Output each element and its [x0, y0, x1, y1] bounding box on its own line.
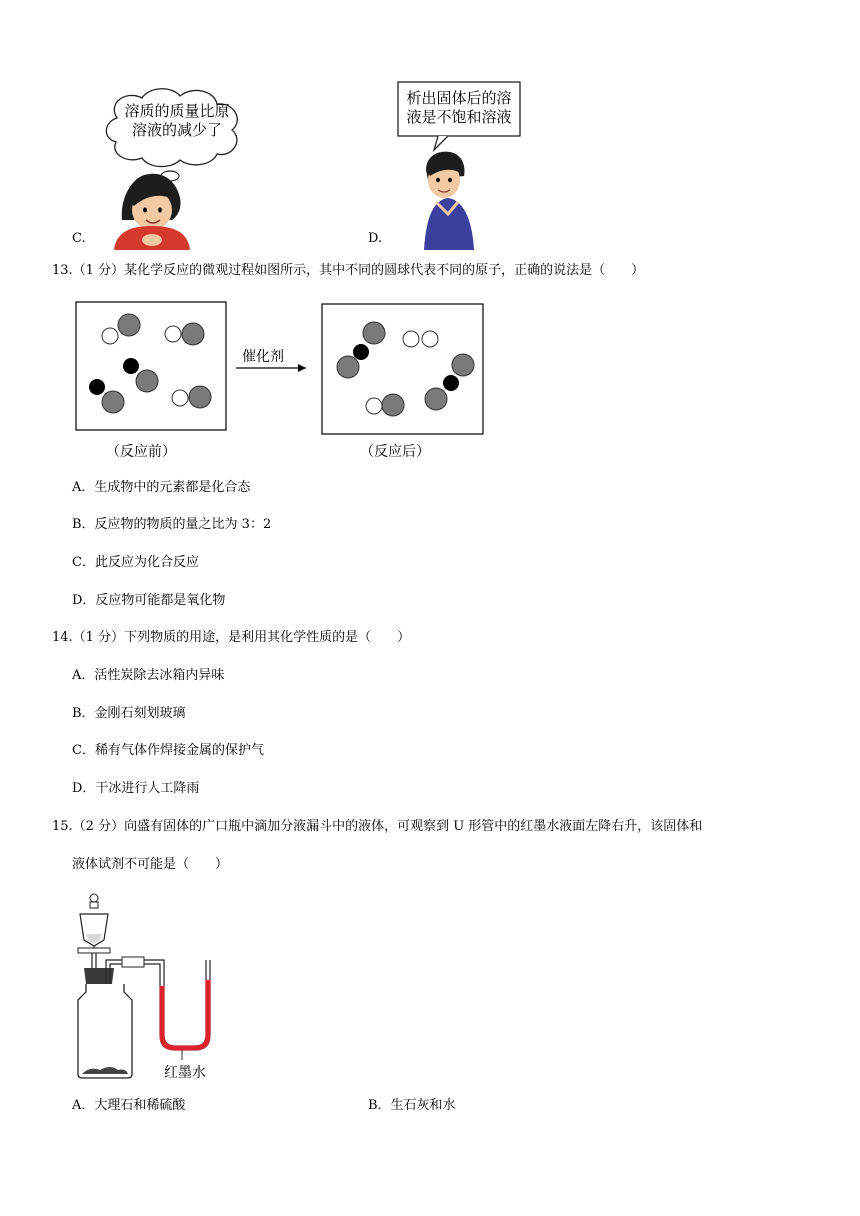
gray-atom [182, 323, 204, 345]
light-atom [165, 326, 181, 342]
q15-option-a: A．大理石和稀硫酸 [72, 1098, 186, 1113]
speech-line-1: 溶质的质量比原 [124, 102, 230, 120]
q14-stem: 14.（1 分）下列物质的用途，是利用其化学性质的是（ ） [52, 630, 411, 645]
light-atom [403, 331, 419, 347]
speech-line-2: 溶液的减少了 [131, 121, 222, 139]
q15-stem-line-1: 15.（2 分）向盛有固体的广口瓶中滴加分液漏斗中的液体，可观察到 U 形管中的红墨水液面左降右升，该固体和 [52, 819, 703, 834]
q13-stem: 13.（1 分）某化学反应的微观过程如图所示，其中不同的圆球代表不同的原子，正确的说法是（ ） [52, 263, 645, 278]
q13-option-b: B．反应物的物质的量之比为 3：2 [72, 517, 272, 532]
light-atom [366, 398, 382, 414]
speech-line-2: 液是不饱和溶液 [406, 108, 512, 126]
u-tube-inner [164, 960, 206, 1046]
q15-stem-line-2: 液体试剂不可能是（ ） [72, 857, 229, 872]
gray-atom [102, 391, 124, 413]
reaction-diagram-svg [70, 296, 490, 464]
gray-atom [118, 314, 140, 336]
light-atom [172, 390, 188, 406]
gray-atom [189, 386, 211, 408]
q15-apparatus [70, 890, 230, 1086]
q12-option-d [368, 80, 538, 250]
dark-atom [443, 375, 459, 391]
light-atom [422, 331, 438, 347]
apparatus-svg [70, 890, 230, 1086]
stopcock [78, 948, 110, 953]
before-caption: （反应前） [106, 444, 176, 460]
gray-atom [382, 394, 404, 416]
u-tube-outer [160, 960, 210, 1050]
q13-option-a: A．生成物中的元素都是化合态 [72, 480, 251, 495]
gray-atom [363, 322, 385, 344]
light-atom [102, 328, 118, 344]
q13-option-c: C．此反应为化合反应 [72, 555, 199, 570]
dark-atom [89, 379, 105, 395]
q14-option-b: B．金刚石刻划玻璃 [72, 706, 186, 721]
before-box [76, 302, 226, 430]
gray-atom [337, 356, 359, 378]
dark-atom [353, 344, 369, 360]
q13-reaction-diagram [70, 296, 490, 464]
q12-option-c-label: C. [72, 231, 86, 246]
red-ink-label: 红墨水 [164, 1065, 206, 1081]
gray-atom [452, 354, 474, 376]
q12-option-c [72, 80, 262, 250]
q13-option-d: D．反应物可能都是氧化物 [72, 593, 226, 608]
speech-line-1: 析出固体后的溶 [406, 89, 512, 107]
after-caption: （反应后） [360, 444, 430, 460]
gray-atom [136, 370, 158, 392]
dark-atom [123, 358, 139, 374]
man-figure [424, 152, 474, 250]
catalyst-label: 催化剂 [242, 349, 284, 365]
red-ink [162, 980, 208, 1048]
boy-figure [114, 174, 190, 250]
q14-option-c: C．稀有气体作焊接金属的保护气 [72, 743, 264, 758]
q15-option-b: B．生石灰和水 [368, 1098, 456, 1113]
q14-option-a: A．活性炭除去冰箱内异味 [72, 668, 225, 683]
gray-atom [425, 388, 447, 410]
q12-option-d-label: D. [368, 231, 383, 246]
q14-option-d: D．干冰进行人工降雨 [72, 781, 200, 796]
q12-option-c-speech [112, 102, 242, 140]
q12-option-d-speech [398, 89, 520, 127]
wide-mouth-bottle [78, 984, 132, 1078]
